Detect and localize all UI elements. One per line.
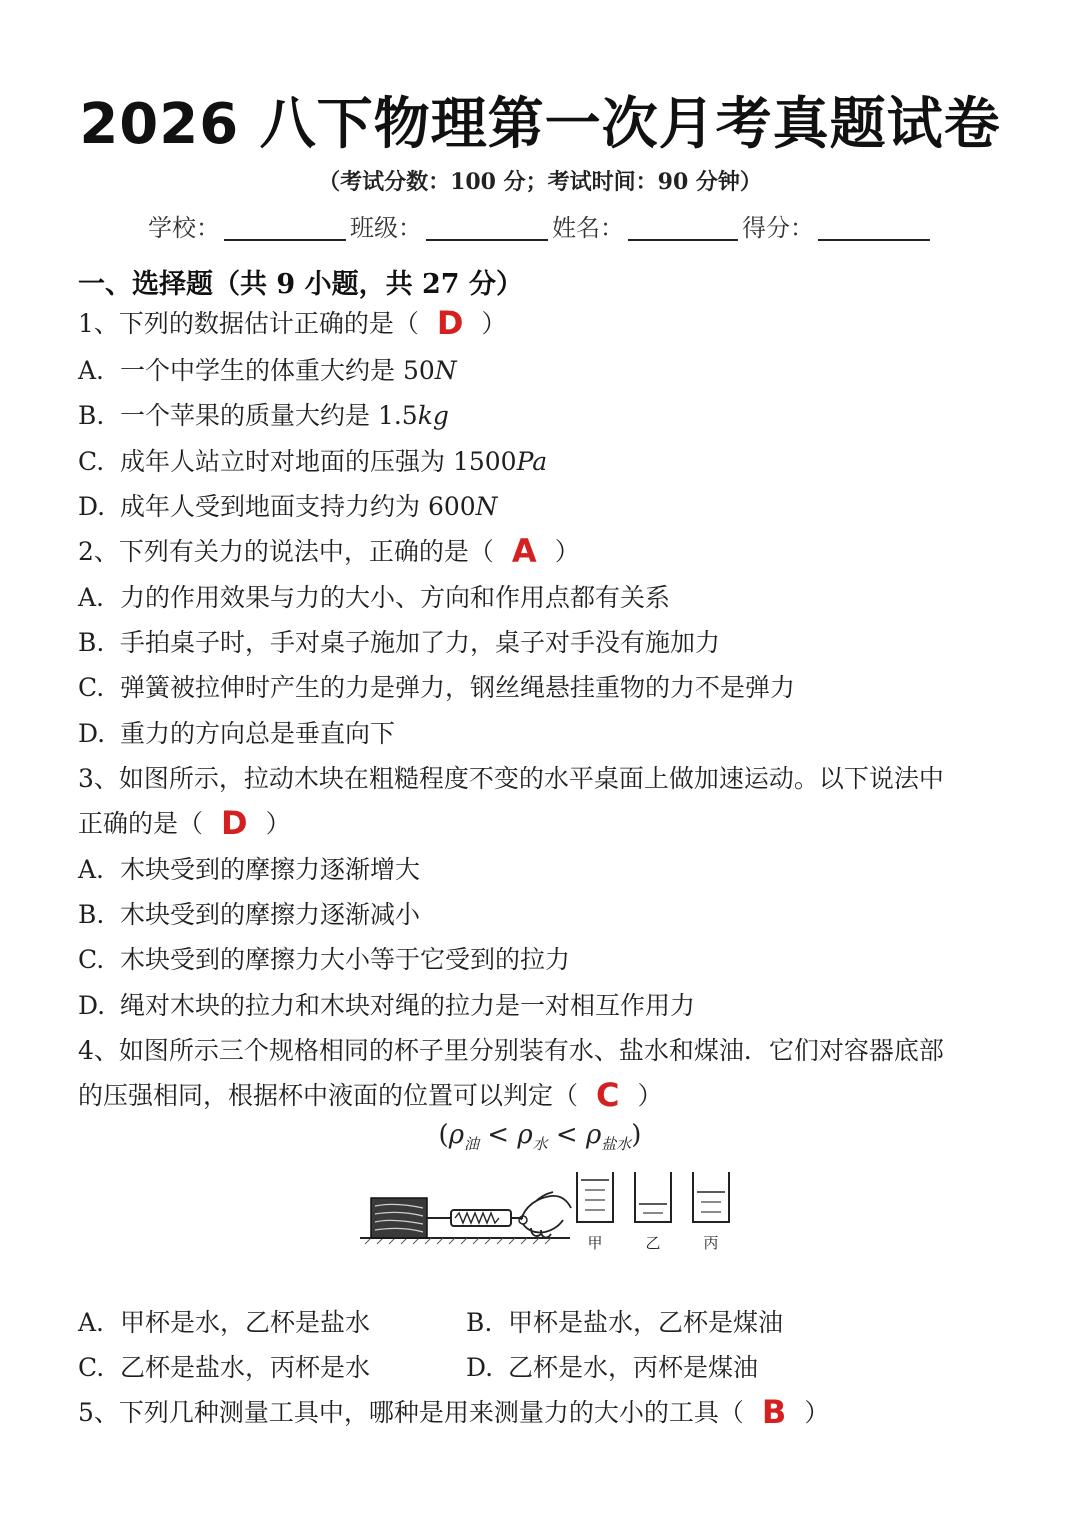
score-label: 得分： — [742, 214, 814, 242]
q4-stem-line2: 的压强相同，根据杯中液面的位置可以判定（ C ） — [78, 1076, 663, 1114]
page-title: 2026 八下物理第一次月考真题试卷 — [79, 92, 1001, 157]
class-blank[interactable] — [426, 213, 548, 241]
school-blank[interactable] — [224, 213, 346, 241]
q1-option-a: A. 一个中学生的体重大约是 50N — [78, 356, 457, 385]
section-heading: 一、选择题（共 9 小题，共 27 分） — [78, 269, 523, 300]
q2-answer: A — [511, 532, 537, 570]
q2-stem: 2、下列有关力的说法中，正确的是（ A ） — [78, 532, 580, 570]
experiment-figure — [355, 1158, 735, 1258]
q3-stem-line1: 3、如图所示，拉动木块在粗糙程度不变的水平桌面上做加速运动。以下说法中 — [78, 764, 944, 793]
cup-label-jia: 甲 — [587, 1234, 603, 1252]
cup-yi — [635, 1172, 671, 1222]
q4-option-a: A. 甲杯是水，乙杯是盐水 — [78, 1308, 371, 1337]
cup-jia — [577, 1172, 613, 1222]
q1-option-d: D. 成年人受到地面支持力约为 600N — [78, 492, 498, 521]
q1-stem: 1、下列的数据估计正确的是（ D ） — [78, 304, 507, 342]
q4-options-row1 — [78, 1303, 783, 1339]
q2-option-d: D. 重力的方向总是垂直向下 — [78, 719, 396, 748]
q2-option-c: C. 弹簧被拉伸时产生的力是弹力，钢丝绳悬挂重物的力不是弹力 — [78, 673, 796, 702]
q3-option-b: B. 木块受到的摩擦力逐渐减小 — [78, 900, 421, 929]
q2-option-b: B. 手拍桌子时，手对桌子施加了力，桌子对手没有施加力 — [78, 628, 721, 657]
school-label: 学校： — [148, 214, 220, 242]
q3-stem-line2: 正确的是（ D ） — [78, 804, 291, 842]
q4-answer: C — [596, 1076, 620, 1114]
spring-scale — [427, 1210, 523, 1226]
exam-subtitle: （考试分数：100 分；考试时间：90 分钟） — [318, 169, 762, 195]
q2-option-a: A. 力的作用效果与力的大小、方向和作用点都有关系 — [78, 583, 671, 612]
q4-option-d: D. 乙杯是水，丙杯是煤油 — [465, 1353, 758, 1382]
name-blank[interactable] — [628, 213, 738, 241]
q1-answer: D — [436, 304, 464, 342]
score-blank[interactable] — [818, 213, 930, 241]
q4-option-b: B. 甲杯是盐水，乙杯是煤油 — [465, 1308, 783, 1337]
wooden-block — [371, 1198, 427, 1238]
q4-stem-line1: 4、如图所示三个规格相同的杯子里分别装有水、盐水和煤油．它们对容器底部 — [78, 1036, 944, 1065]
cup-bing — [693, 1172, 729, 1222]
q3-option-d: D. 绳对木块的拉力和木块对绳的拉力是一对相互作用力 — [78, 991, 696, 1020]
q1-option-b: B. 一个苹果的质量大约是 1.5kg — [78, 401, 449, 430]
cup-label-bing: 丙 — [703, 1234, 719, 1252]
q5-stem: 5、下列几种测量工具中，哪种是用来测量力的大小的工具（ B ） — [78, 1393, 830, 1431]
table-surface — [360, 1238, 570, 1244]
q4-options-row2 — [78, 1348, 758, 1384]
q5-answer: B — [761, 1393, 787, 1431]
hand-icon — [519, 1192, 571, 1237]
class-label: 班级： — [350, 214, 422, 242]
name-label: 姓名： — [552, 214, 624, 242]
student-info-line — [148, 208, 934, 243]
q3-option-a: A. 木块受到的摩擦力逐渐增大 — [78, 855, 421, 884]
q4-option-c: C. 乙杯是盐水，丙杯是水 — [78, 1353, 371, 1382]
q3-option-c: C. 木块受到的摩擦力大小等于它受到的拉力 — [78, 945, 571, 974]
density-formula: $(\rho_油 < \rho_水 < \rho_{盐水})$ — [438, 1120, 642, 1154]
q1-option-c: C. 成年人站立时对地面的压强为 1500Pa — [78, 447, 548, 476]
q3-answer: D — [221, 804, 248, 842]
cup-label-yi: 乙 — [645, 1234, 661, 1252]
